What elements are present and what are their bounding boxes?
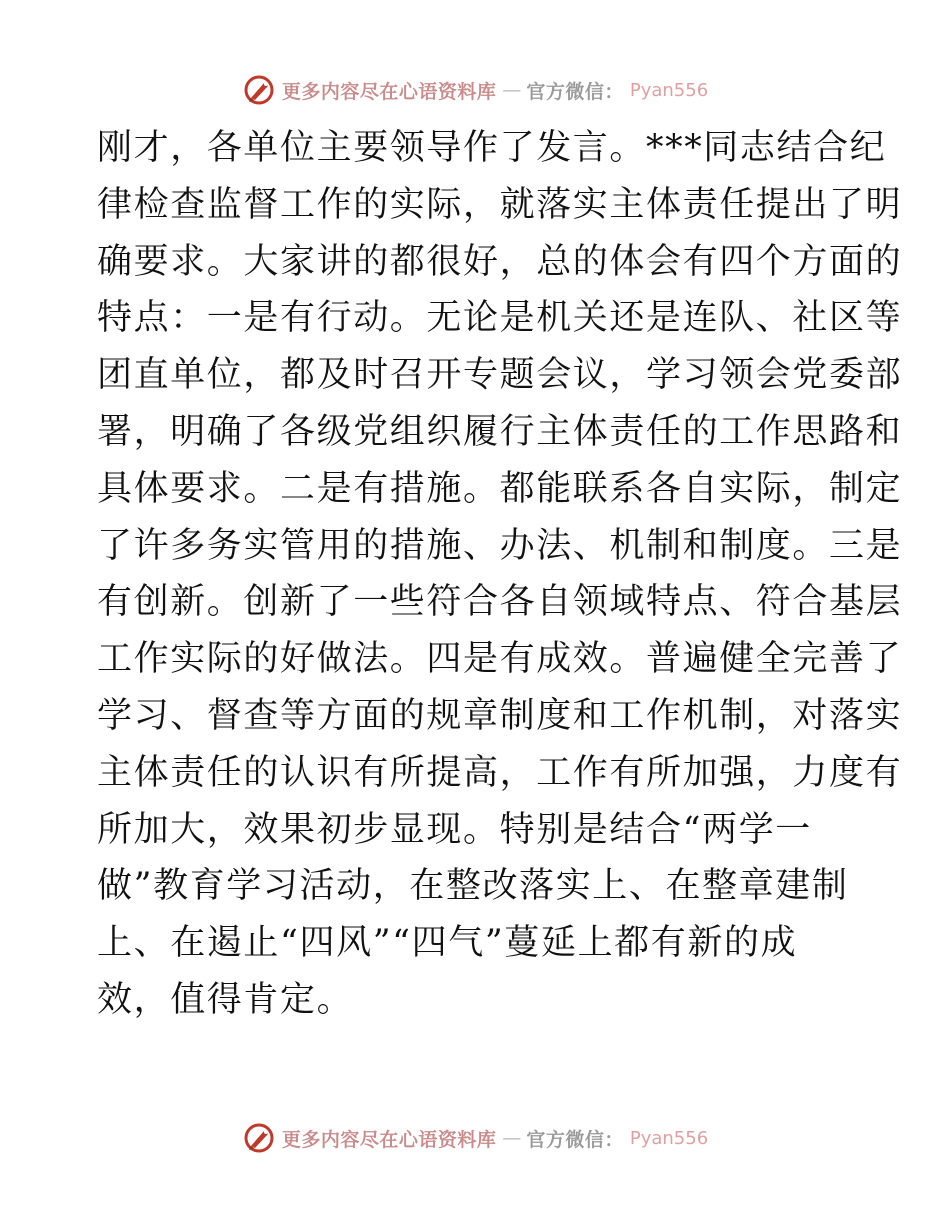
- body-line: 署，明确了各级党组织履行主体责任的工作思路和: [97, 411, 903, 452]
- watermark-wechat-id: Pyan556: [629, 79, 709, 101]
- watermark-official-label: 官方微信：: [526, 1128, 624, 1151]
- body-line: 刚才，各单位主要领导作了发言。***同志结合纪: [97, 128, 887, 168]
- pen-logo-icon: [242, 73, 276, 107]
- watermark-official-label: 官方微信：: [526, 80, 624, 103]
- body-line: 团直单位，都及时召开专题会议，学习领会党委部: [97, 355, 903, 396]
- header-watermark: [0, 70, 950, 110]
- body-line: 主体责任的认识有所提高，工作有所加强，力度有: [97, 752, 903, 793]
- document-body: [97, 120, 903, 1029]
- watermark-dash: —: [502, 79, 521, 101]
- body-line: 效，值得肯定。: [97, 979, 354, 1020]
- footer-watermark: [0, 1118, 950, 1158]
- watermark-text: 更多内容尽在心语资料库: [281, 80, 497, 103]
- body-line: 了许多务实管用的措施、办法、机制和制度。三是: [97, 525, 903, 566]
- body-line: 做”教育学习活动，在整改落实上、在整章建制: [97, 866, 849, 907]
- watermark-wechat-id: Pyan556: [629, 1127, 709, 1149]
- body-line: 具体要求。二是有措施。都能联系各自实际，制定: [97, 468, 903, 509]
- body-line: 所加大，效果初步显现。特别是结合“两学一: [97, 809, 812, 850]
- body-line: 特点：一是有行动。无论是机关还是连队、社区等: [97, 298, 903, 339]
- watermark-dash: —: [502, 1127, 521, 1149]
- body-line: 工作实际的好做法。四是有成效。普遍健全完善了: [97, 639, 903, 680]
- pen-logo-icon: [242, 1121, 276, 1155]
- body-line: 学习、督查等方面的规章制度和工作机制，对落实: [97, 695, 903, 736]
- watermark-text: 更多内容尽在心语资料库: [281, 1128, 497, 1151]
- body-line: 有创新。创新了一些符合各自领域特点、符合基层: [97, 582, 903, 623]
- body-line: 律检查监督工作的实际，就落实主体责任提出了明: [97, 184, 903, 225]
- body-line: 确要求。大家讲的都很好，总的体会有四个方面的: [97, 241, 903, 282]
- body-line: 上、在遏止“四风”“四气”蔓延上都有新的成: [97, 923, 798, 964]
